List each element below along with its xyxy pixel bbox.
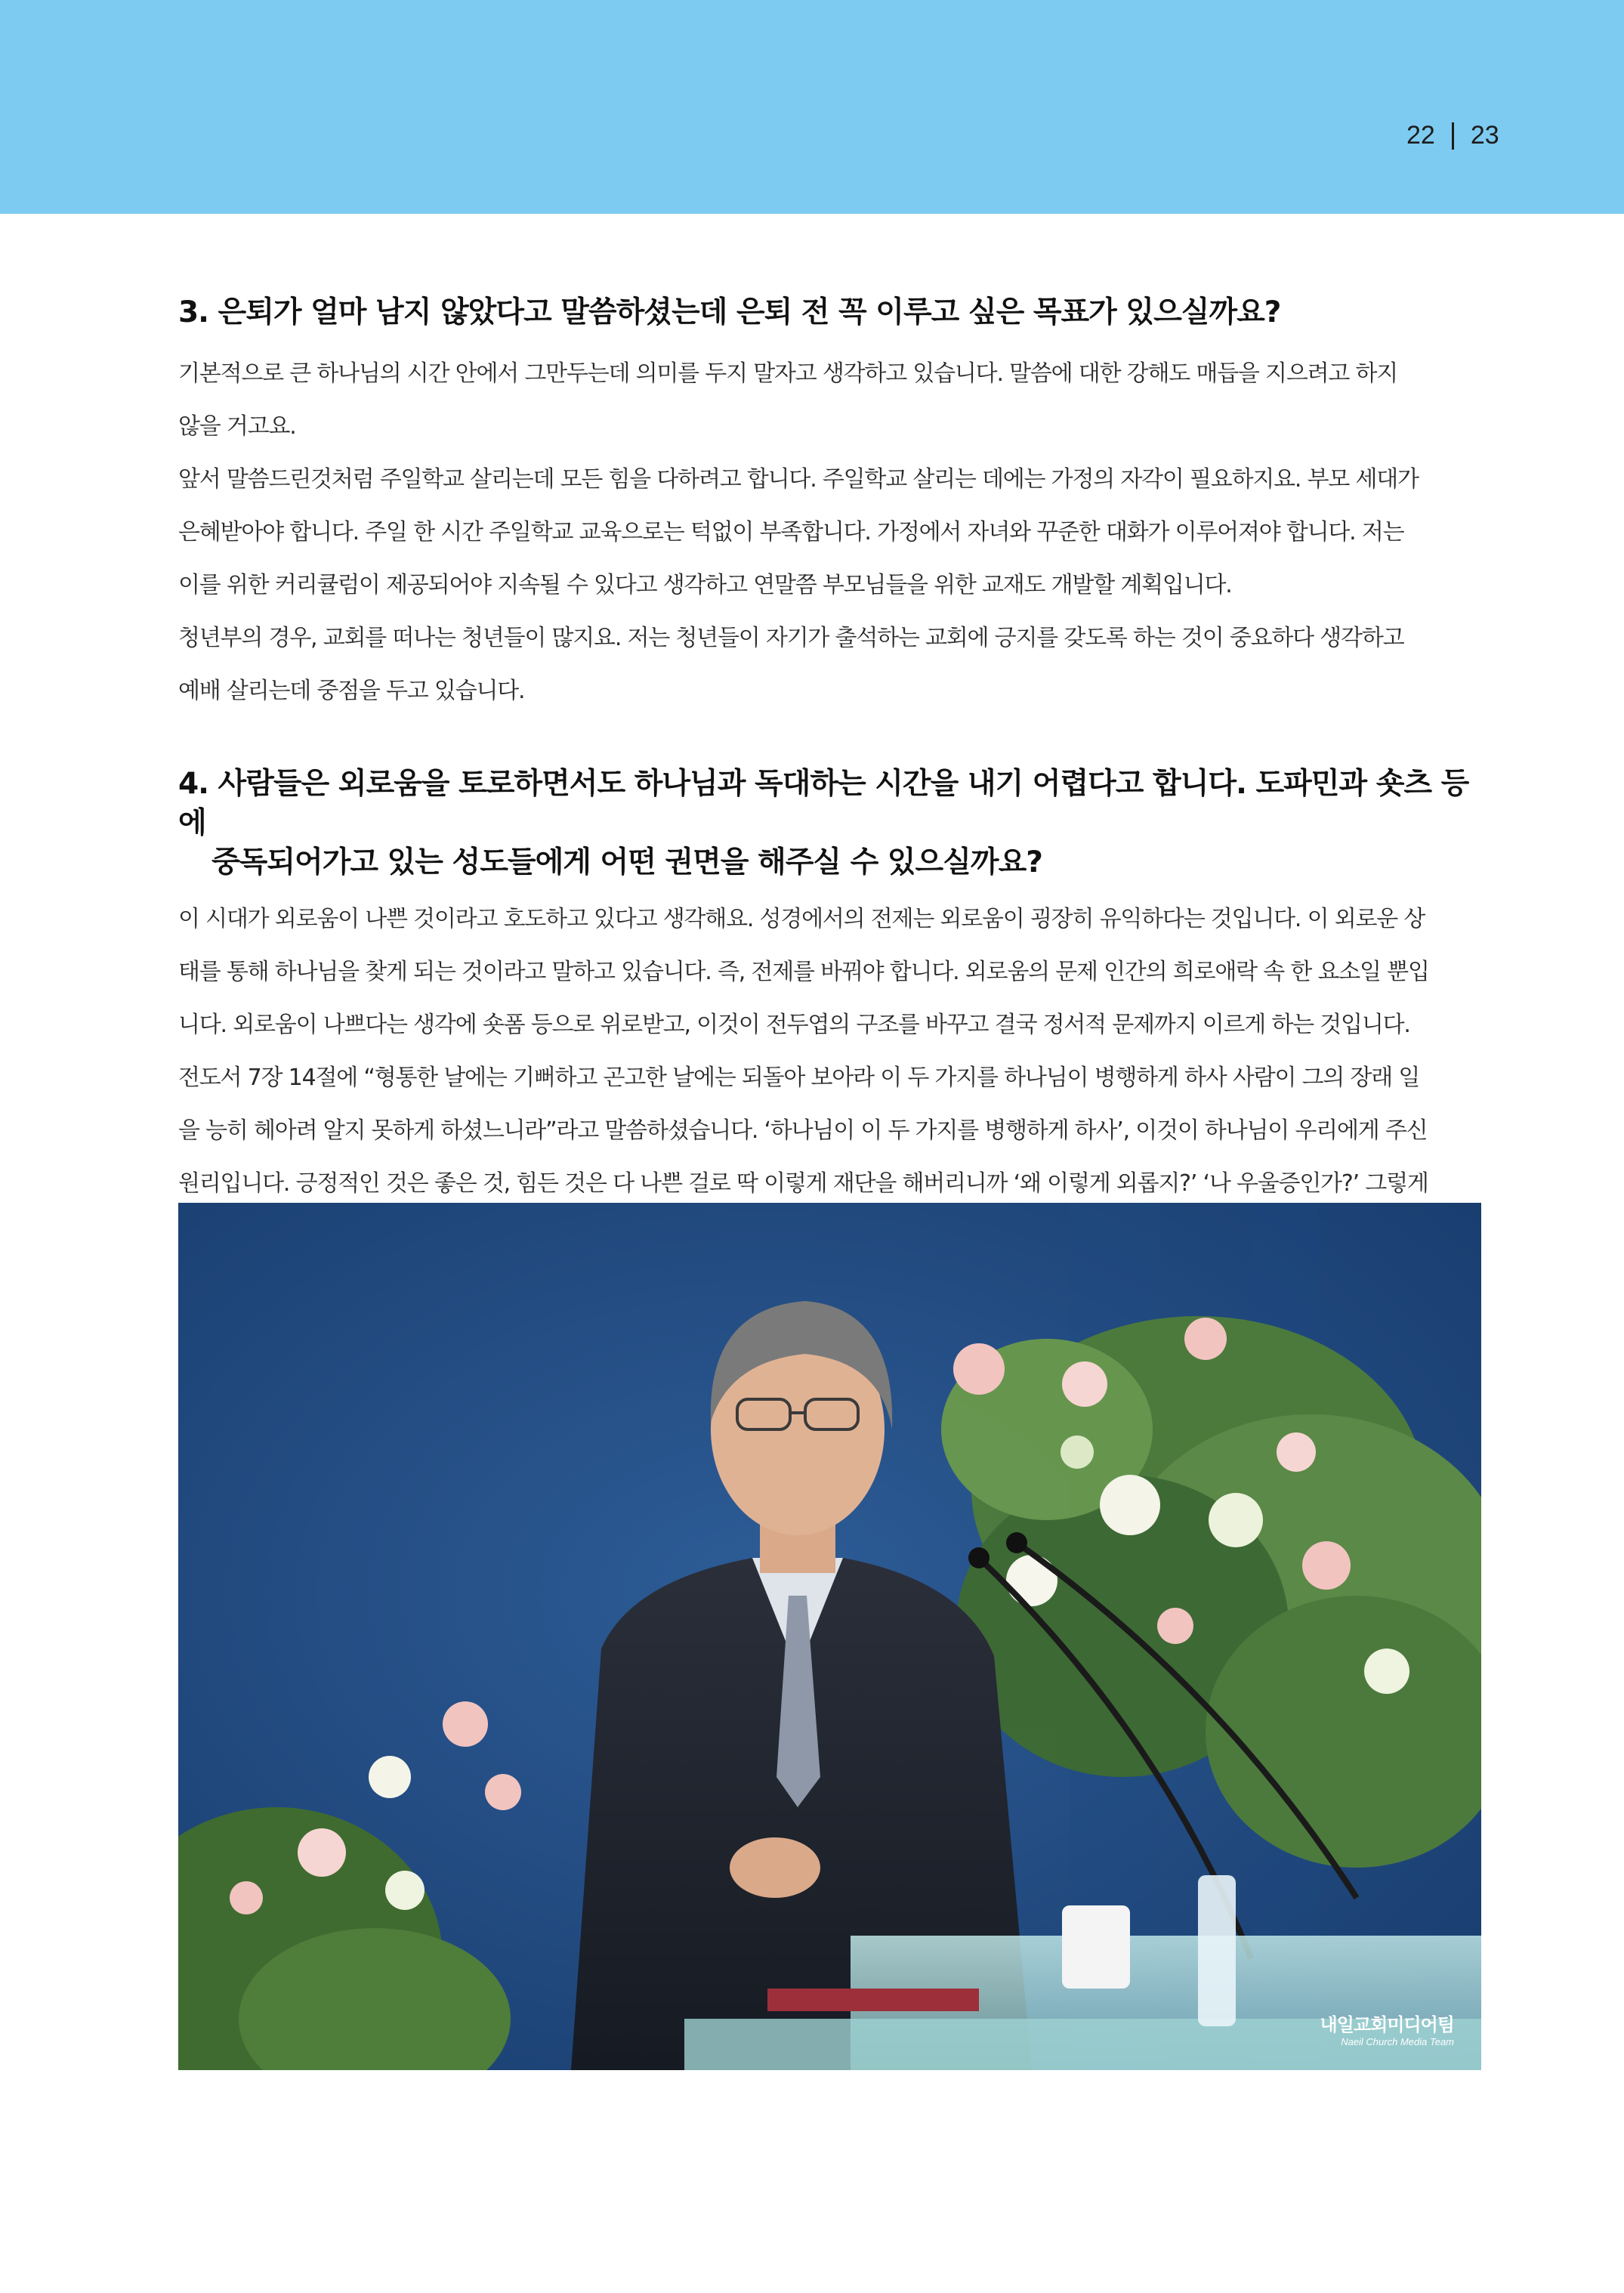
q4-title-line1: 4. 사람들은 외로움을 토로하면서도 하나님과 독대하는 시간을 내기 어렵다고 합니다. 도파민과 숏츠 등에 <box>178 767 1469 840</box>
q4-title <box>178 765 1481 882</box>
watermark-english: Naeil Church Media Team <box>1341 2036 1454 2047</box>
q4-section <box>178 765 1481 1210</box>
q4-line: 이 시대가 외로움이 나쁜 것이라고 호도하고 있다고 생각해요. 성경에서의 전제는 외로움이 굉장히 유익하다는 것입니다. 이 외로운 상 <box>178 906 1425 932</box>
q3-line: 청년부의 경우, 교회를 떠나는 청년들이 많지요. 저는 청년들이 자기가 출석하는 교회에 긍지를 갖도록 하는 것이 중요하다 생각하고 <box>178 625 1404 651</box>
photo-watermark <box>1320 2010 1454 2047</box>
page-number-divider <box>1452 122 1454 150</box>
q4-title-line2: 중독되어가고 있는 성도들에게 어떤 권면을 해주실 수 있으실까요? <box>211 845 1042 879</box>
q3-body <box>178 348 1481 718</box>
speaker-photo-illustration <box>178 1203 1481 2070</box>
q4-line: 을 능히 헤아려 알지 못하게 하셨느니라”라고 말씀하셨습니다. ‘하나님이 이 두 가지를 병행하게 하사’, 이것이 하나님이 우리에게 주신 <box>178 1117 1428 1144</box>
q4-line: 태를 통해 하나님을 찾게 되는 것이라고 말하고 있습니다. 즉, 전제를 바꿔야 합니다. 외로움의 문제 인간의 희로애락 속 한 요소일 뿐입 <box>178 959 1429 985</box>
q3-line: 않을 거고요. <box>178 413 296 440</box>
page-number-left: 22 <box>1406 121 1435 150</box>
q4-line: 원리입니다. 긍정적인 것은 좋은 것, 힘든 것은 다 나쁜 걸로 딱 이렇게 재단을 해버리니까 ‘왜 이렇게 외롭지?’ ‘나 우울증인가?’ 그렇게 <box>178 1170 1428 1197</box>
q4-body <box>178 893 1481 1210</box>
q3-line: 은혜받아야 합니다. 주일 한 시간 주일학교 교육으로는 턱없이 부족합니다. 가정에서 자녀와 꾸준한 대화가 이루어져야 합니다. 저는 <box>178 519 1404 545</box>
q3-line: 기본적으로 큰 하나님의 시간 안에서 그만두는데 의미를 두지 말자고 생각하고 있습니다. 말씀에 대한 강해도 매듭을 지으려고 하지 <box>178 360 1398 387</box>
page-number-right: 23 <box>1470 121 1499 150</box>
page-numbers <box>1406 121 1499 150</box>
watermark-korean: 내일교회미디어팀 <box>1320 2014 1454 2035</box>
q3-section <box>178 293 1481 718</box>
q3-line: 앞서 말씀드린것처럼 주일학교 살리는데 모든 힘을 다하려고 합니다. 주일학교 살리는 데에는 가정의 자각이 필요하지요. 부모 세대가 <box>178 466 1419 493</box>
q3-line: 예배 살리는데 중점을 두고 있습니다. <box>178 678 525 704</box>
q4-line: 니다. 외로움이 나쁘다는 생각에 숏폼 등으로 위로받고, 이것이 전두엽의 구조를 바꾸고 결국 정서적 문제까지 이르게 하는 것입니다. <box>178 1012 1410 1038</box>
speaker-photo <box>178 1203 1481 2070</box>
q3-title: 3. 은퇴가 얼마 남지 않았다고 말씀하셨는데 은퇴 전 꼭 이루고 싶은 목표가 있으실까요? <box>178 295 1281 329</box>
q3-line: 이를 위한 커리큘럼이 제공되어야 지속될 수 있다고 생각하고 연말쯤 부모님들을 위한 교재도 개발할 계획입니다. <box>178 572 1232 598</box>
header-band <box>0 0 1624 214</box>
q4-line: 전도서 7장 14절에 “형통한 날에는 기뻐하고 곤고한 날에는 되돌아 보아라 이 두 가지를 하나님이 병행하게 하사 사람이 그의 장래 일 <box>178 1065 1420 1091</box>
